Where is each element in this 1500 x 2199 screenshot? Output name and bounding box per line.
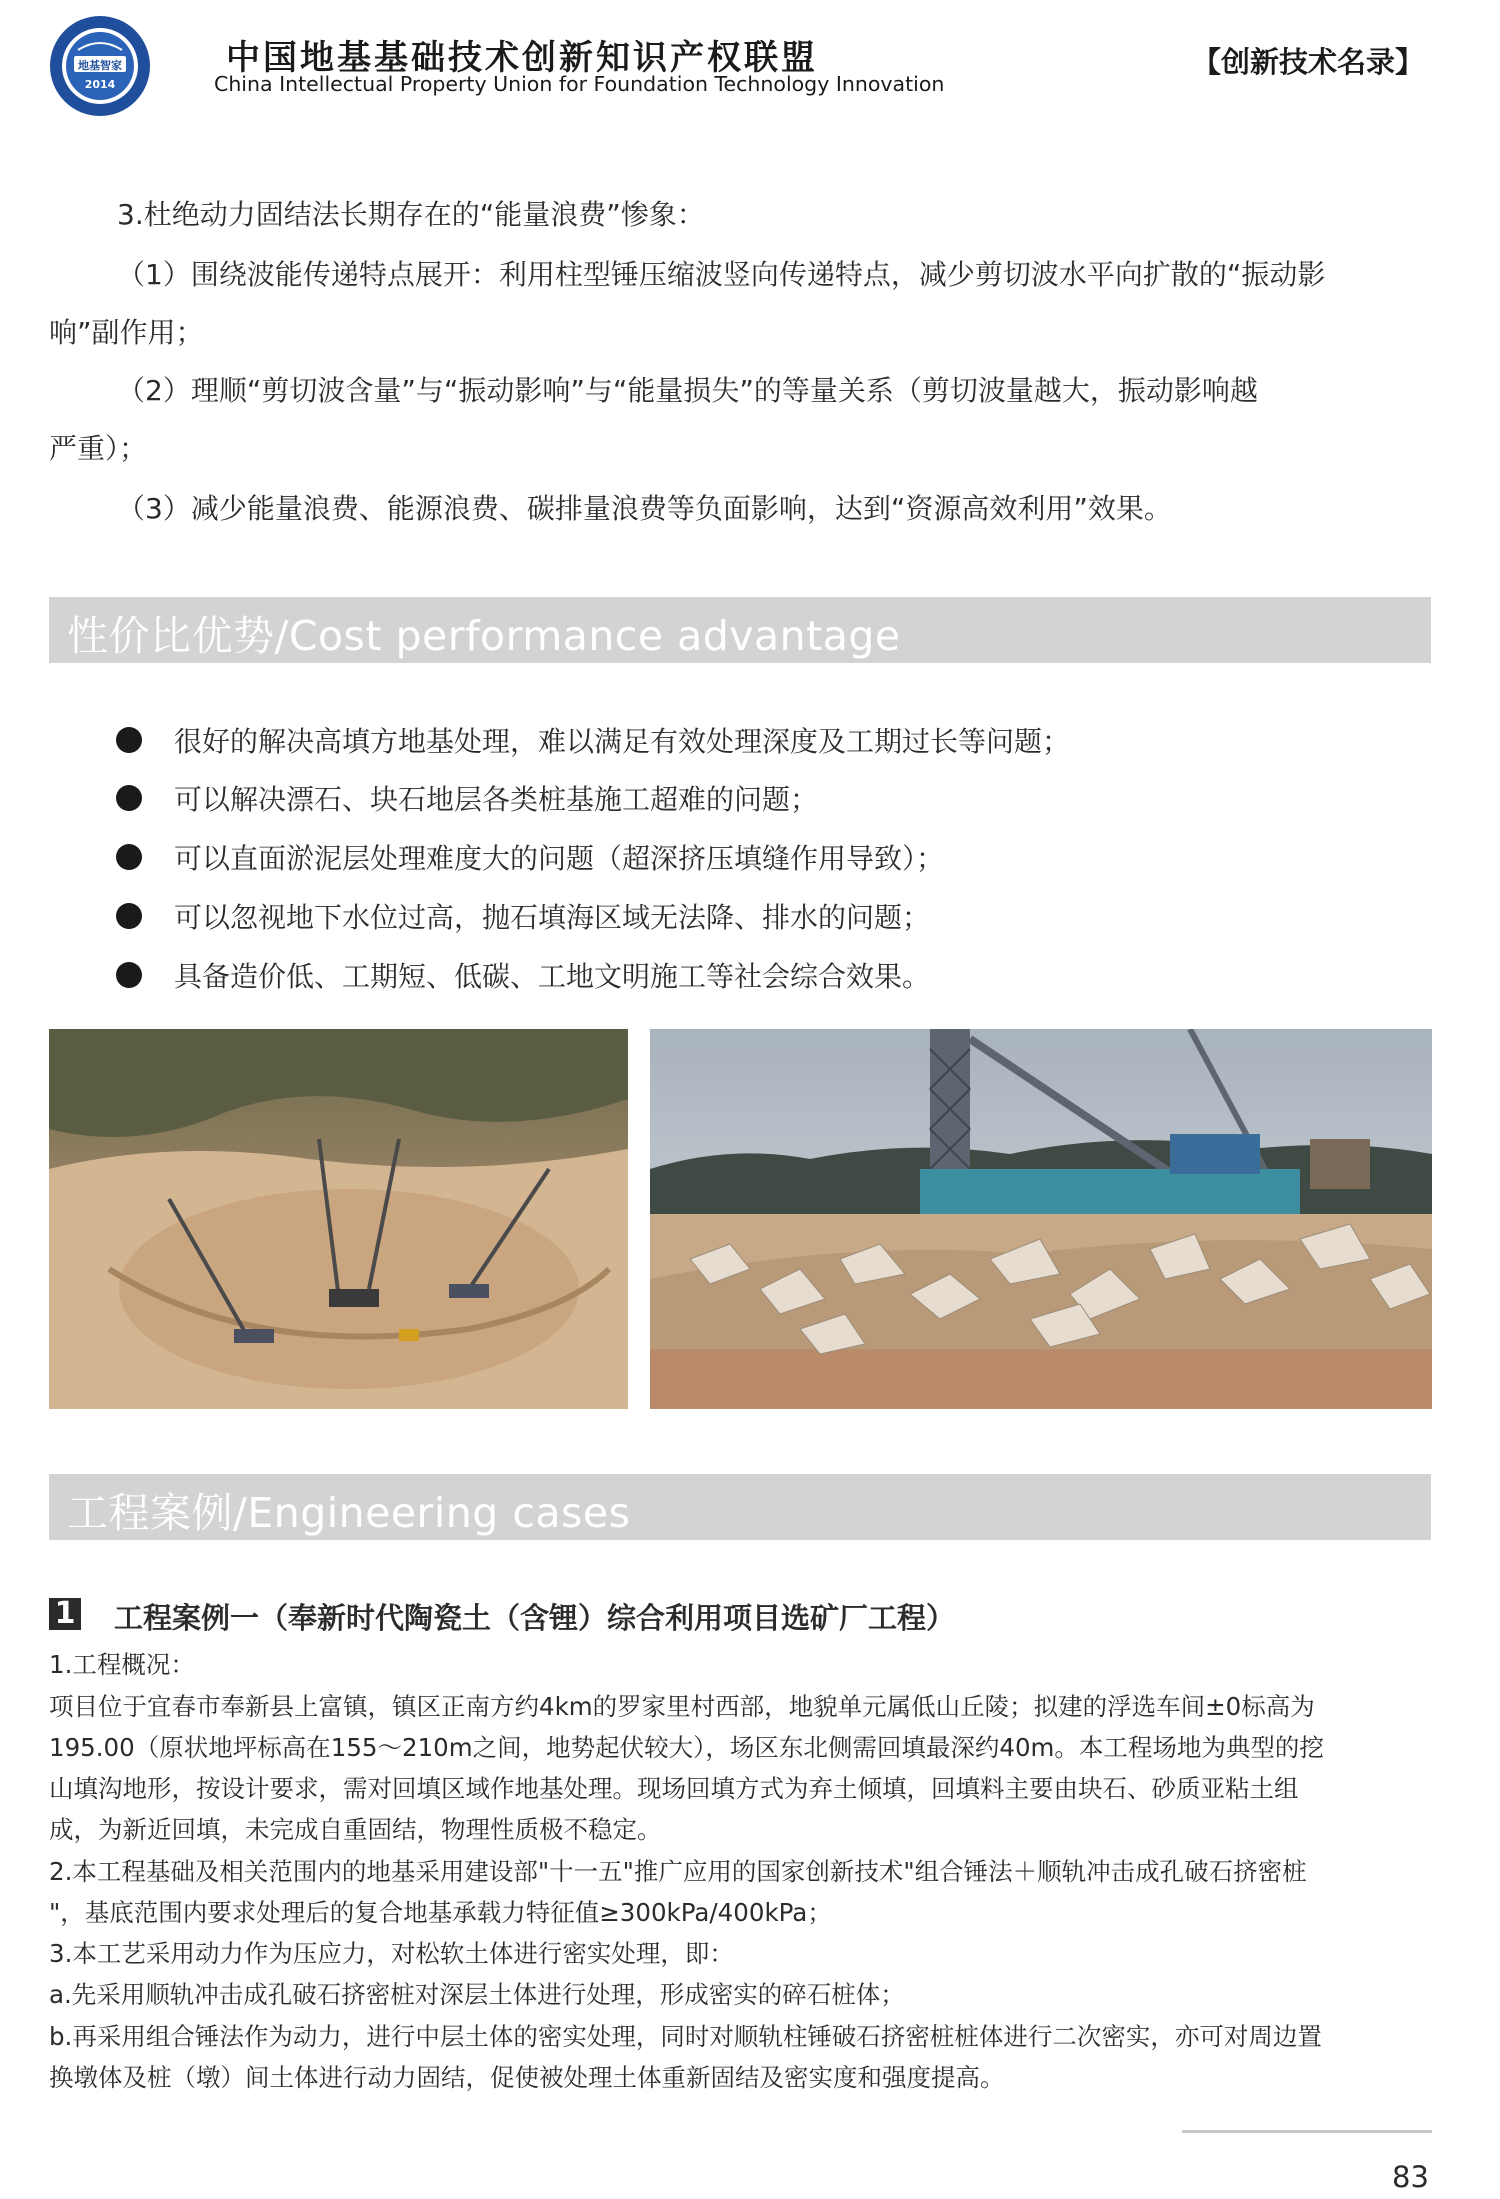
case-number-badge: 1 (49, 1598, 81, 1630)
union-logo (48, 14, 152, 118)
bullet-icon (116, 727, 142, 753)
case-line: 山填沟地形，按设计要求，需对回填区域作地基处理。现场回填方式为弃土倾填，回填料主要由块石、砂质亚粘土组 (49, 1774, 1299, 1803)
list-item (116, 773, 818, 823)
section-header-cost (49, 597, 1431, 663)
case-line: 195.00（原状地坪标高在155～210m之间，地势起伏较大），场区东北侧需回填最深约40m。本工程场地为典型的挖 (49, 1733, 1324, 1762)
intro-line: （1）围绕波能传递特点展开：利用柱型锤压缩波竖向传递特点，减少剪切波水平向扩散的“振动影 (117, 258, 1326, 291)
bullet-text: 可以解决漂石、块石地层各类桩基施工超难的问题； (174, 783, 819, 816)
case-title: 工程案例一（奉新时代陶瓷土（含锂）综合利用项目选矿厂工程） (114, 1601, 956, 1635)
case-line: "，基底范围内要求处理后的复合地基承载力特征值≥300kPa/400kPa； (49, 1898, 832, 1927)
case-line: 1.工程概况： (49, 1650, 195, 1679)
bullet-icon (116, 903, 142, 929)
header-tag: 【创新技术名录】 (1191, 45, 1424, 79)
bullet-text: 很好的解决高填方地基处理，难以满足有效处理深度及工期过长等问题； (174, 725, 1071, 758)
case-line: 成，为新近回填，未完成自重固结，物理性质极不稳定。 (49, 1815, 662, 1844)
list-item (116, 715, 1070, 765)
bullet-icon (116, 844, 142, 870)
bullet-icon (116, 962, 142, 988)
svg-text:2014: 2014 (84, 78, 116, 91)
page-number: 83 (1392, 2160, 1429, 2194)
section-header-cases (49, 1474, 1431, 1540)
intro-line: （3）减少能量浪费、能源浪费、碳排量浪费等负面影响，达到“资源高效利用”效果。 (117, 492, 1172, 525)
case-line: b.再采用组合锤法作为动力，进行中层土体的密实处理，同时对顺轨柱锤破石挤密桩桩体进行二次密实，亦可对周边置 (49, 2022, 1322, 2051)
case-line: 2.本工程基础及相关范围内的地基采用建设部"十一五"推广应用的国家创新技术"组合锤法＋顺轨冲击成孔破石挤密桩 (49, 1857, 1307, 1886)
header-title-cn: 中国地基基础技术创新知识产权联盟 (226, 38, 818, 78)
footer-divider (1182, 2130, 1432, 2133)
section-title: 工程案例/Engineering cases (67, 1489, 631, 1537)
bullet-text: 可以直面淤泥层处理难度大的问题（超深挤压填缝作用导致）； (174, 842, 945, 875)
case-line: 项目位于宜春市奉新县上富镇，镇区正南方约4km的罗家里村西部，地貌单元属低山丘陵；拟建的浮选车间±0标高为 (49, 1692, 1315, 1721)
construction-site-aerial-photo (49, 1029, 628, 1409)
pile-driver-photo (650, 1029, 1432, 1409)
intro-line: （2）理顺“剪切波含量”与“振动影响”与“能量损失”的等量关系（剪切波量越大，振动影响越 (117, 374, 1258, 407)
bullet-text: 可以忽视地下水位过高，抛石填海区域无法降、排水的问题； (174, 901, 931, 934)
case-line: 3.本工艺采用动力作为压应力，对松软土体进行密实处理，即： (49, 1939, 734, 1968)
intro-line: 3.杜绝动力固结法长期存在的“能量浪费”惨象： (117, 198, 705, 231)
list-item (116, 832, 944, 882)
intro-line: 响”副作用； (49, 316, 204, 349)
case-line: 换墩体及桩（墩）间土体进行动力固结，促使被处理土体重新固结及密实度和强度提高。 (49, 2063, 1005, 2092)
list-item (116, 891, 930, 941)
list-item (116, 950, 930, 1000)
section-title: 性价比优势/Cost performance advantage (67, 612, 901, 660)
case-line: a.先采用顺轨冲击成孔破石挤密桩对深层土体进行处理，形成密实的碎石桩体； (49, 1980, 905, 2009)
svg-text:地基智家: 地基智家 (78, 59, 122, 72)
bullet-icon (116, 785, 142, 811)
intro-line: 严重）； (49, 432, 148, 465)
header-title-en: China Intellectual Property Union for Foundation Technology Innovation (214, 72, 945, 96)
bullet-text: 具备造价低、工期短、低碳、工地文明施工等社会综合效果。 (174, 960, 931, 993)
